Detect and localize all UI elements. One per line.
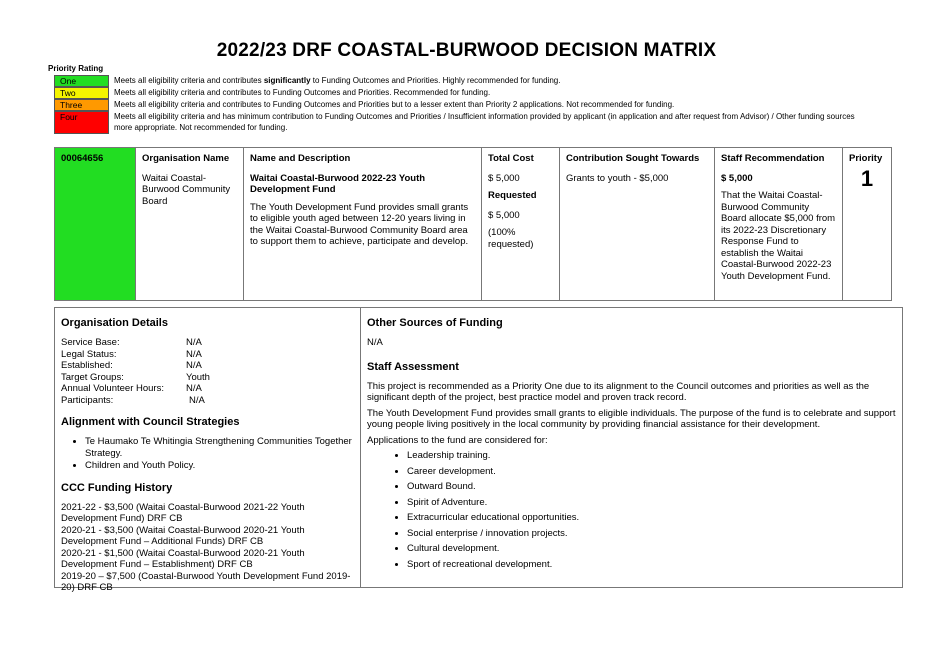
detail-value: N/A — [186, 360, 202, 371]
priority-desc-one — [114, 75, 874, 87]
list-item: • Sport of recreational development. — [407, 559, 896, 571]
alignment-heading: Alignment with Council Strategies — [61, 416, 240, 428]
name-description-cell — [244, 148, 482, 301]
priority-desc-one-a: Meets all eligibility criteria and contributes — [114, 76, 264, 85]
org-details-heading: Organisation Details — [61, 317, 168, 329]
project-title: Waitai Coastal-Burwood 2022-23 Youth Development Fund — [250, 172, 426, 195]
staff-recommendation-amount: $ 5,000 — [721, 172, 753, 184]
other-funding-value: N/A — [367, 337, 383, 348]
list-item: • Cultural development. — [407, 543, 896, 555]
detail-key: Target Groups: — [61, 371, 124, 383]
staff-recommendation-cell — [715, 148, 843, 301]
priority-swatch-three: Three — [54, 99, 109, 111]
detail-value: Youth — [186, 371, 210, 383]
name-description-heading: Name and Description — [250, 153, 351, 164]
priority-desc-one-b: significantly — [263, 76, 311, 85]
project-description: The Youth Development Fund provides small grants to eligible youth aged between 12-20 years living in the Waitai Coastal-Burwood Community Board area to support them to achieve, participate and develop. — [250, 201, 469, 247]
cost-cell — [482, 148, 560, 301]
contribution-value: Grants to youth - $5,000 — [566, 172, 669, 184]
list-item: • Te Haumako Te Whitingia Strengthening Communities Together Strategy. — [85, 436, 354, 459]
priority-swatch-two: Two — [54, 87, 109, 99]
priority-desc-three: Meets all eligibility criteria and contributes to Funding Outcomes and Priorities but to a lesser extent than Priority 2 applications. Not recommended for funding. — [114, 100, 675, 109]
priority-desc-one-c: to Funding Outcomes and Priorities. Highly recommended for funding. — [310, 76, 561, 85]
detail-row — [61, 349, 354, 361]
contribution-cell — [560, 148, 715, 301]
assessment-paragraph: This project is recommended as a Priority One due to its alignment to the Council outcomes and priorities as well as the significant depth of the project, best practice model and proven track record. — [367, 380, 870, 403]
priority-swatch-four: Four — [54, 111, 109, 134]
assessment-paragraph: Applications to the fund are considered for: — [367, 434, 548, 446]
assessment-paragraph: The Youth Development Fund provides small grants to eligible individuals. The purpose of the fund is to celebrate and support young people living positively in the local community by providing financial assistance for their development. — [367, 407, 896, 430]
staff-recommendation-text: That the Waitai Coastal-Burwood Community Board allocate $5,000 from its 2022-23 Discretionary Response Fund to establish the Waitai Coastal-Burwood 2022-23 Youth Development Fund. — [721, 190, 836, 282]
priority-row-four — [54, 111, 874, 134]
alignment-list — [61, 436, 354, 472]
org-name-cell — [136, 148, 244, 301]
requested-heading: Requested — [488, 190, 537, 201]
list-item: • Extracurricular educational opportunities. — [407, 512, 896, 524]
list-item: 2020-21 - $3,500 (Waitai Coastal-Burwood 2020-21 Youth Development Fund – Additional Funds) DRF CB — [61, 524, 305, 547]
detail-key: Annual Volunteer Hours: — [61, 383, 164, 394]
priority-row-three — [54, 99, 874, 111]
detail-value: N/A — [186, 383, 202, 394]
priority-row-two — [54, 87, 874, 99]
left-column — [55, 308, 361, 593]
priority-desc-two: Meets all eligibility criteria and contributes to Funding Outcomes and Priorities. Recommended for funding. — [114, 88, 491, 97]
details-panel — [54, 307, 903, 593]
funding-history-list — [61, 502, 354, 594]
staff-recommendation-heading: Staff Recommendation — [721, 153, 825, 164]
detail-key: Established: — [61, 360, 113, 371]
list-item: • Outward Bound. — [407, 481, 896, 493]
list-item: • Leadership training. — [407, 450, 896, 462]
right-column — [361, 308, 902, 587]
priority-cell — [843, 148, 892, 301]
org-name: Waitai Coastal-Burwood Community Board — [142, 172, 231, 207]
detail-value: N/A — [189, 394, 205, 406]
application-id: 00064656 — [55, 148, 136, 301]
total-cost-heading: Total Cost — [488, 153, 534, 164]
priority-swatch-one: One — [54, 75, 109, 87]
page-title: 2022/23 DRF COASTAL-BURWOOD DECISION MATRIX — [216, 40, 717, 61]
requested-value: $ 5,000 — [488, 209, 520, 221]
detail-key: Service Base: — [61, 337, 120, 348]
detail-key: Participants: — [61, 394, 114, 406]
detail-key: Legal Status: — [61, 348, 117, 360]
decision-matrix-table — [54, 147, 892, 301]
priority-row-one — [54, 75, 874, 87]
list-item: 2020-21 - $1,500 (Waitai Coastal-Burwood 2020-21 Youth Development Fund – Establishment) DRF CB — [61, 547, 305, 570]
staff-assessment-heading: Staff Assessment — [367, 360, 459, 373]
priority-value: 1 — [860, 165, 874, 191]
contribution-heading: Contribution Sought Towards — [566, 153, 700, 164]
funding-history-heading: CCC Funding History — [61, 481, 173, 494]
list-item: • Social enterprise / innovation projects. — [407, 528, 896, 540]
requested-percent: (100% requested) — [488, 227, 534, 250]
detail-row — [61, 360, 354, 372]
priority-rating-heading: Priority Rating — [48, 64, 104, 73]
applications-list — [367, 450, 896, 570]
org-name-heading: Organisation Name — [142, 153, 230, 164]
list-item: • Children and Youth Policy. — [85, 460, 354, 472]
detail-row — [61, 395, 354, 407]
detail-row — [61, 383, 354, 395]
list-item: 2021-22 - $3,500 (Waitai Coastal-Burwood 2021-22 Youth Development Fund) DRF CB — [61, 501, 305, 524]
detail-row — [61, 337, 354, 349]
detail-row — [61, 372, 354, 384]
list-item: 2019-20 – $7,500 (Coastal-Burwood Youth Development Fund 2019-20) DRF CB — [61, 570, 351, 593]
priority-heading: Priority — [849, 153, 883, 164]
detail-value: N/A — [186, 348, 202, 360]
list-item: • Spirit of Adventure. — [407, 497, 896, 509]
other-funding-heading: Other Sources of Funding — [367, 317, 503, 329]
detail-value: N/A — [186, 337, 202, 348]
priority-desc-four: Meets all eligibility criteria and has minimum contribution to Funding Outcomes and Priorities / Insufficient information provided by applicant (in application and after request from Advisor) / Other funding sources more appropriate. Not recommended for funding. — [114, 112, 855, 132]
total-cost-value: $ 5,000 — [488, 172, 520, 184]
list-item: • Career development. — [407, 466, 896, 478]
